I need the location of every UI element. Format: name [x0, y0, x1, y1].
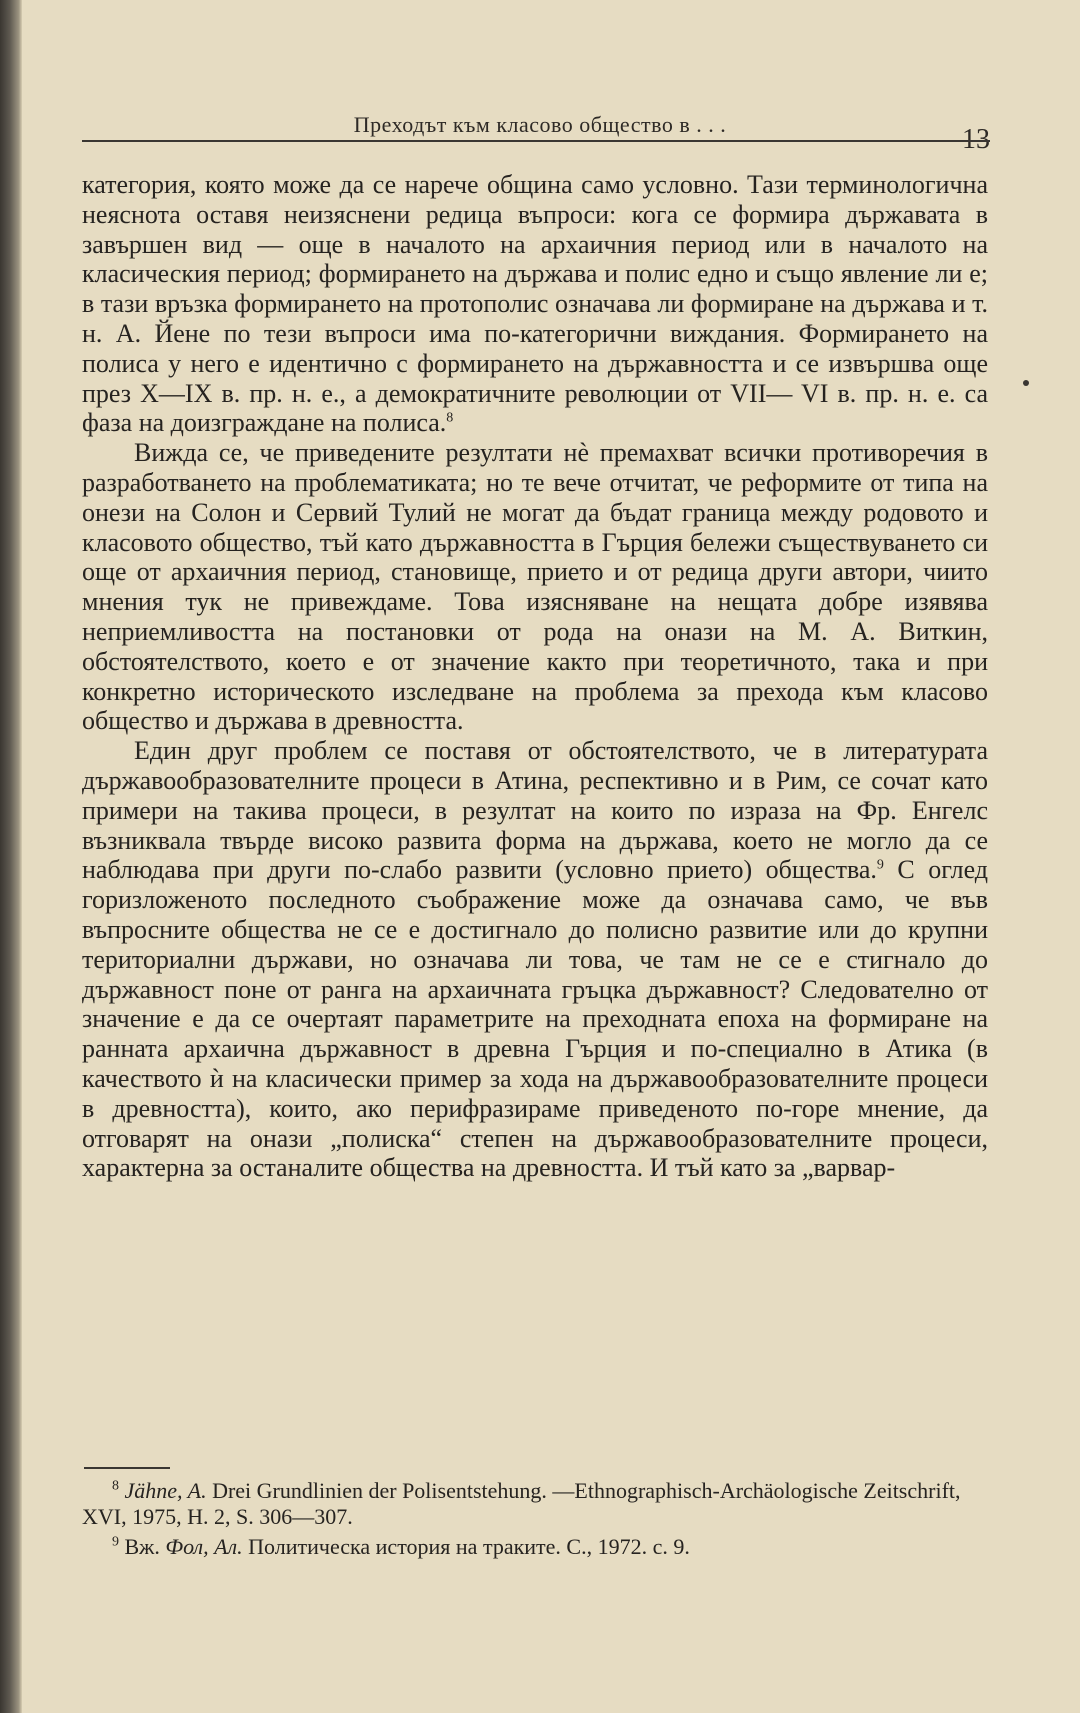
- footnotes: [82, 1478, 988, 1560]
- running-header-title: Преходът към класово общество в . . .: [353, 112, 727, 137]
- footnote-8-text: Drei Grundlinien der Polisentstehung. —Ethnographisch-Archäologische Zeitschrift, XVI, 1975, H. 2, S. 306—307.: [82, 1478, 961, 1529]
- page-number: 13: [962, 124, 990, 155]
- footnote-9-mark: 9: [112, 1534, 119, 1550]
- footnote-ref-9[interactable]: 9: [876, 857, 884, 873]
- paragraph-1-text: категория, която може да се нарече община само условно. Тази терминологична неяснота оставя неизяснени редица въпроси: кога се формира държавата в завършен вид — още в началото на архаичния период или в началото на класическия период; формирането на държава и полис едно и също явление ли е; в тази връзка формирането на протополис означава ли формиране на държава и т. н. А. Йене по тези въпроси има по-категорични виждания. Формирането на полиса у него е идентично с формирането на държавността и се извършва още през X—IX в. пр. н. е., а демократичните революции от VII— VI в. пр. н. е. са фаза на доизграждане на полиса.: [82, 170, 988, 438]
- footnote-9-author: Фол, Ал.: [165, 1534, 243, 1559]
- footnote-ref-8[interactable]: 8: [446, 410, 454, 426]
- footnote-9-text: Политическа история на траките. С., 1972. с. 9.: [248, 1534, 690, 1559]
- book-spine-shadow: [0, 0, 22, 1713]
- margin-mark: [1023, 380, 1029, 386]
- footnote-8-mark: 8: [112, 1478, 119, 1494]
- footnote-8: [82, 1478, 988, 1530]
- body-text: [82, 170, 988, 1183]
- footnote-9: [82, 1534, 988, 1560]
- footnote-8-author: Jähne, A.: [124, 1478, 207, 1503]
- paragraph-3-text-a: Един друг проблем се поставя от обстоятелството, че в литературата държавообразователните процеси в Атина, респективно и в Рим, се сочат като примери на такива процеси, в резултат на които по израза на Фр. Енгелс възниквала твърде високо развита форма на държава, което не могло да се наблюдава при други по-слабо развити (условно прието) общества.: [82, 736, 988, 885]
- paragraph-3: [82, 736, 988, 1183]
- footnote-rule: [84, 1467, 170, 1469]
- header-rule: [82, 140, 990, 142]
- paragraph-1: [82, 170, 988, 438]
- paragraph-2: Вижда се, че приведените резултати нѐ премахват всички противоречия в разработването на проблематиката; но те вече отчитат, че реформите от типа на онези на Солон и Сервий Тулий не могат да бъдат граница между родовото и класовото общество, тъй като държавността в Гърция бележи съществуването си още от архаичния период, становище, прието и от редица други автори, чиито мнения тук не привеждаме. Това изясняване на нещата добре изявява неприемливостта на постановки от рода на онази на М. А. Виткин, обстоятелството, което е от значение както при теоретичното, така и при конкретно историческото изследване на проблема за прехода към класово общество и държава в древността.: [82, 438, 988, 736]
- paragraph-3-text-b: С оглед горизложеното последното съображение може да означава само, че във въпросните общества не се е достигнало до полисно развитие или до крупни териториални държави, но означава ли това, че там не се е стигнало до държавност поне от ранга на архаичната гръцка държавност? Следователно от значение е да се очертаят параметрите на преходната епоха на формиране на ранната архаична държавност в древна Гърция и по-специално в Атика (в качеството ѝ на класически пример за хода на държавообразователните процеси в древността), които, ако перифразираме приведеното по-горе мнение, да отговарят на онази „полиска“ степен на държавообразователните процеси, характерна за останалите общества на древността. И тъй като за „варвар-: [82, 855, 988, 1183]
- footnote-9-prefix: Вж.: [124, 1534, 160, 1559]
